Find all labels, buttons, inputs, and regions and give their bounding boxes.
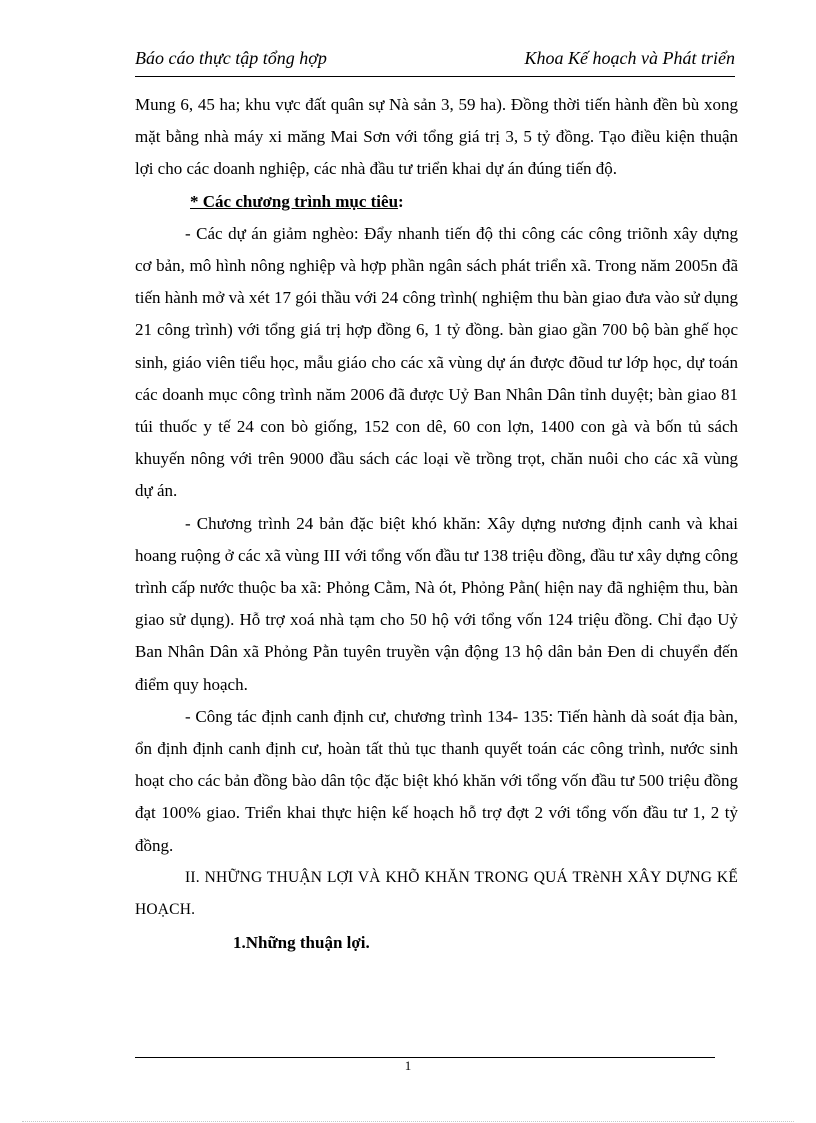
paragraph-poverty-reduction: - Các dự án giảm nghèo: Đẩy nhanh tiến độ thi công các công triõnh xây dựng cơ bản, mô hình nông nghiệp và hợp phần ngân sách phát triển xã. Trong năm 2005n đã tiến hành mở và xét 17 gói thầu với 24 công trình( nghiệm thu bàn giao đưa vào sử dụng 21 công trình) với tổng giá trị hợp đồng 6, 1 tỷ đồng. bàn giao gần 700 bộ bàn ghế học sinh, giáo viên tiểu học, mẫu giáo cho các xã vùng dự án được đõud tư lớp học, dự toán các doanh mục công trình năm 2006 đã được Uỷ Ban Nhân Dân tỉnh duyệt; bàn giao 81 túi thuốc y tế 24 con bò giống, 152 con dê, 60 con lợn, 1400 con gà và bốn tủ sách khuyến nông với trên 9000 đầu sách các loại về trồng trọt, chăn nuôi cho các xã vùng dự án. [135,223,738,501]
page-bottom-dotted-line [22,1121,794,1122]
paragraph-program-24-villages: - Chương trình 24 bản đặc biệt khó khăn: Xây dựng nương định canh và khai hoang ruộng ở các xã vùng III với tổng vốn đầu tư 138 triệu đồng, đầu tư xây dựng công trình cấp nước thuộc ba xã: Phỏng Cằm, Nà ót, Phỏng Pằn( hiện nay đã nghiệm thu, bàn giao sử dụng). Hỗ trợ xoá nhà tạm cho 50 hộ với tổng vốn 124 triệu đồng. Chỉ đạo Uỷ Ban Nhân Dân xã Phỏng Pằn tuyên truyền vận động 13 hộ dân bản Đen di chuyển đến điểm quy hoạch. [135,513,738,694]
page-number: 1 [404,1058,412,1073]
document-body [135,89,738,960]
target-programs-heading [135,186,738,218]
section-ii-title: II. NHỮNG THUẬN LỢI VÀ KHÕ KHĂN TRONG QUÁ TRèNH XÂY DỰNG KẾ HOẠCH. [135,868,738,919]
target-programs-heading-text: * Các chương trình mục tiêu [190,191,399,211]
header-report-title: Báo cáo thực tập tổng hợp [135,48,327,68]
header-faculty-name: Khoa Kế hoạch và Phát triển [524,48,735,68]
paragraph-resettlement-program: - Công tác định canh định cư, chương trình 134- 135: Tiến hành dà soát địa bàn, ổn định định canh định cư, hoàn tất thủ tục thanh quyết toán các công trình, nước sinh hoạt cho các bản đồng bào dân tộc đặc biệt khó khăn với tổng vốn đầu tư 500 triệu đồng đạt 100% giao. Triển khai thực hiện kế hoạch hỗ trợ đợt 2 với tổng vốn đầu tư 1, 2 tỷ đồng. [135,706,738,855]
header-divider [135,76,735,77]
page-header [135,48,735,72]
subsection-advantages-title: 1.Những thuận lợi. [233,933,370,953]
target-programs-heading-colon: : [398,191,404,211]
paragraph-land-clearance: Mung 6, 45 ha; khu vực đất quân sự Nà sản 3, 59 ha). Đồng thời tiến hành đền bù xong mặt bằng nhà máy xi măng Mai Sơn với tổng giá trị 3, 5 tỷ đồng. Tạo điều kiện thuận lợi cho các doanh nghiệp, các nhà đầu tư triển khai dự án đúng tiến độ. [135,95,738,179]
